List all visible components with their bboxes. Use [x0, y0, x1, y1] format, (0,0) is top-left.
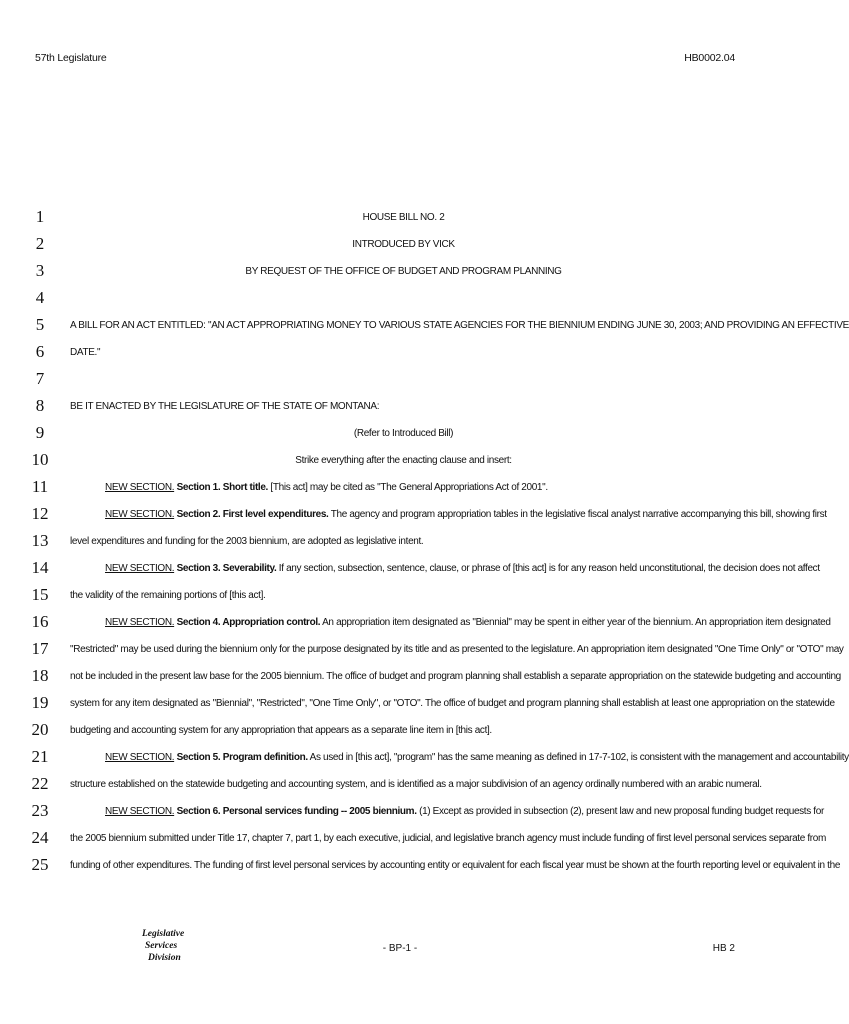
line-number: 11 — [31, 477, 49, 496]
section-heading: Section 6. Personal services funding -- 2005 biennium. — [176, 806, 417, 817]
line-number: 17 — [31, 639, 49, 658]
section-heading: Section 1. Short title. — [176, 482, 268, 493]
line-number: 1 — [35, 207, 45, 226]
bill-text-line: A BILL FOR AN ACT ENTITLED: "AN ACT APPROPRIATING MONEY TO VARIOUS STATE AGENCIES FOR THE BIENNIUM ENDING JUNE 30, 2003; AND PROVIDING AN EFFECTIVE — [70, 320, 849, 331]
section-text: [This act] may be cited as "The General Appropriations Act of 2001". — [268, 482, 548, 493]
section-text: (1) Except as provided in subsection (2), present law and new proposal funding budget requests for — [416, 806, 824, 817]
bill-text-line: the validity of the remaining portions of [this act]. — [70, 590, 266, 601]
bill-text-line: (Refer to Introduced Bill) — [353, 428, 454, 439]
bill-text-line: INTRODUCED BY VICK — [352, 239, 455, 250]
new-section-marker: NEW SECTION. — [105, 482, 175, 493]
bill-text-line: system for any item designated as "Biennial", "Restricted", "One Time Only", or "OTO". The office of budget and program planning shall establish at least one appropriation on the statewide — [70, 698, 835, 709]
bill-text-line — [70, 562, 820, 576]
section-text: As used in [this act], "program" has the same meaning as defined in 17-7-102, is consistent with the management and accountability — [307, 752, 849, 763]
new-section-marker: NEW SECTION. — [105, 752, 175, 763]
line-number: 18 — [31, 666, 49, 685]
bill-text-line: not be included in the present law base for the 2005 biennium. The office of budget and program planning shall establish a separate appropriation on the statewide budgeting and accounting — [70, 671, 841, 682]
line-number: 9 — [35, 423, 45, 442]
legislative-services-logo: Legislative Services Division — [142, 929, 185, 963]
line-number: 10 — [31, 450, 49, 469]
line-number: 24 — [31, 828, 49, 847]
line-number: 23 — [31, 801, 49, 820]
line-number: 19 — [31, 693, 49, 712]
bill-text-line — [70, 751, 849, 765]
line-number: 4 — [35, 288, 45, 307]
new-section-marker: NEW SECTION. — [105, 806, 175, 817]
section-text: The agency and program appropriation tables in the legislative fiscal analyst narrative accompanying this bill, showing first — [328, 509, 827, 520]
line-number: 15 — [31, 585, 49, 604]
line-number: 8 — [35, 396, 45, 415]
section-heading: Section 3. Severability. — [176, 563, 277, 574]
line-number: 3 — [35, 261, 45, 280]
bill-text-line: HOUSE BILL NO. 2 — [362, 212, 445, 223]
section-heading: Section 5. Program definition. — [176, 752, 308, 763]
section-text: An appropriation item designated as "Biennial" may be spent in either year of the biennium. An appropriation item designated — [320, 617, 831, 628]
line-number: 21 — [31, 747, 49, 766]
line-number: 14 — [31, 558, 49, 577]
page-number: - BP-1 - — [382, 943, 418, 954]
legislature-header: 57th Legislature — [35, 52, 107, 64]
line-number: 16 — [31, 612, 49, 631]
line-number: 20 — [31, 720, 49, 739]
line-number: 6 — [35, 342, 45, 361]
bill-text-line — [70, 616, 831, 630]
bill-text-line: budgeting and accounting system for any appropriation that appears as a separate line item in [this act]. — [70, 725, 492, 736]
line-number: 2 — [35, 234, 45, 253]
bill-text-line: funding of other expenditures. The funding of first level personal services by accounting entity or equivalent for each fiscal year must be shown at the fourth reporting level or equivalent in the — [70, 860, 841, 871]
section-text: If any section, subsection, sentence, clause, or phrase of [this act] is for any reason held unconstitutional, the decision does not affect — [276, 563, 820, 574]
bill-text-line: BY REQUEST OF THE OFFICE OF BUDGET AND PROGRAM PLANNING — [245, 266, 562, 277]
bill-text-line — [70, 481, 737, 495]
bill-text-line: "Restricted" may be used during the biennium only for the purpose designated by its title and as presented to the legislature. An appropriation item designated "One Time Only" or "OTO" may — [70, 644, 844, 655]
line-number: 5 — [35, 315, 45, 334]
line-number: 12 — [31, 504, 49, 523]
bill-text-line: DATE." — [70, 347, 101, 358]
new-section-marker: NEW SECTION. — [105, 563, 175, 574]
new-section-marker: NEW SECTION. — [105, 509, 175, 520]
line-number: 13 — [31, 531, 49, 550]
footer-bill-id: HB 2 — [712, 943, 735, 954]
new-section-marker: NEW SECTION. — [105, 617, 175, 628]
bill-text-line: Strike everything after the enacting clause and insert: — [295, 455, 512, 466]
bill-text-line: level expenditures and funding for the 2003 biennium, are adopted as legislative intent. — [70, 536, 424, 547]
section-heading: Section 4. Appropriation control. — [176, 617, 321, 628]
bill-text-line — [70, 805, 824, 819]
bill-text-line: BE IT ENACTED BY THE LEGISLATURE OF THE STATE OF MONTANA: — [70, 401, 380, 412]
bill-text-line: structure established on the statewide budgeting and accounting system, and is identified as a major subdivision of an agency ordinally numbered with an arabic numeral. — [70, 779, 762, 790]
section-heading: Section 2. First level expenditures. — [176, 509, 329, 520]
line-number: 7 — [35, 369, 45, 388]
line-number: 22 — [31, 774, 49, 793]
bill-text-line: the 2005 biennium submitted under Title 17, chapter 7, part 1, by each executive, judicial, and legislative branch agency must include funding of first level personal services separate from — [70, 833, 826, 844]
bill-id-header: HB0002.04 — [684, 52, 735, 64]
line-number: 25 — [31, 855, 49, 874]
bill-text-line — [70, 508, 827, 522]
